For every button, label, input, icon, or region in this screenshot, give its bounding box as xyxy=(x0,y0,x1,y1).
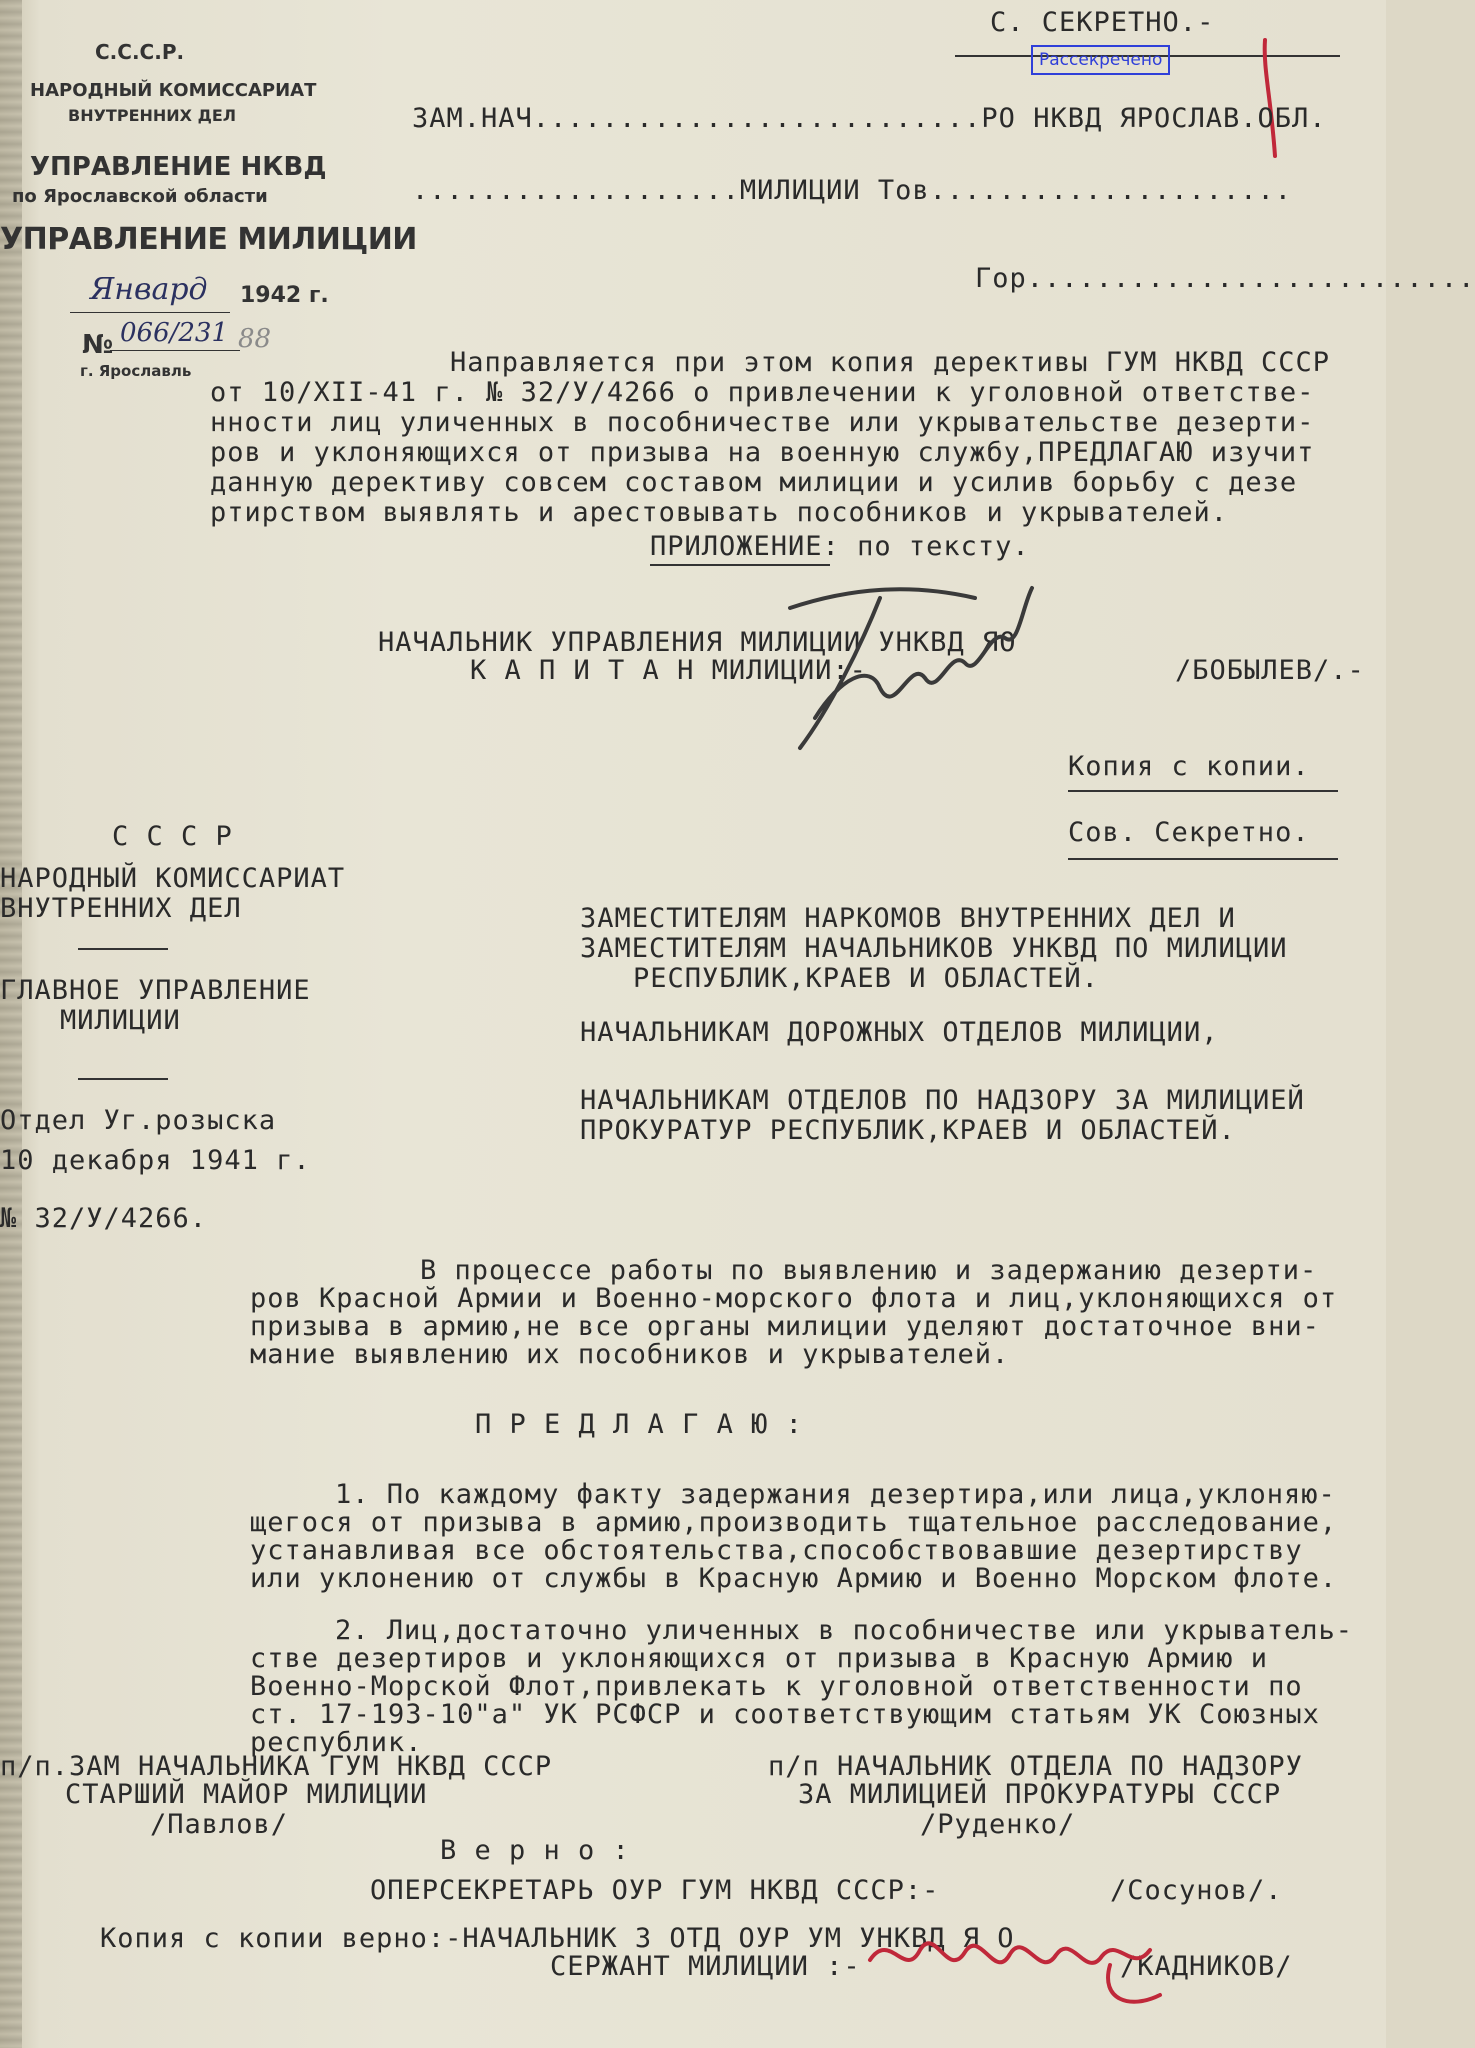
addressee-line-2: ...................МИЛИЦИИ Тов..................... xyxy=(412,175,1293,206)
cover-line-5: данную дерективу совсем составом милиции и усилив борьбу с дезе xyxy=(210,467,1298,498)
classification-mark: С. СЕКРЕТНО.- xyxy=(990,7,1215,38)
attachment-underline xyxy=(650,564,830,566)
issuer-number: № 32/У/4266. xyxy=(0,1203,208,1234)
handwritten-signature xyxy=(760,568,1040,758)
directive-heading: П Р Е Д Л А Г А Ю : xyxy=(475,1409,803,1440)
stamp-date-line xyxy=(70,312,230,313)
cover-line-3: нности лиц уличенных в пособничестве или укрывательстве дезерти- xyxy=(210,407,1315,438)
cover-line-4: ров и уклоняющихся от призыва на военную службу,ПРЕДЛАГАЮ изучит xyxy=(210,437,1315,468)
stamp-line-2: ВНУТРЕННИХ ДЕЛ xyxy=(68,106,237,125)
stamp-city: г. Ярославль xyxy=(80,362,192,380)
issuer-department: Отдел Уг.розыска xyxy=(0,1105,277,1136)
item1-line-4: или уклонению от службы в Красную Армию и Военно Морском флоте. xyxy=(250,1563,1338,1594)
recipient-3-line-2: ПРОКУРАТУР РЕСПУБЛИК,КРАЕВ И ОБЛАСТЕЙ. xyxy=(580,1115,1236,1146)
recipient-1-line-1: ЗАМЕСТИТЕЛЯМ НАРКОМОВ ВНУТРЕННИХ ДЕЛ И xyxy=(580,903,1236,934)
secrecy-mark: Сов. Секретно. xyxy=(1068,817,1310,848)
signer-name: /БОБЫЛЕВ/.- xyxy=(1175,655,1365,686)
cover-line-1: Направляется при этом копия дерективы ГУМ НКВД СССР xyxy=(450,347,1331,378)
recipient-2: НАЧАЛЬНИКАМ ДОРОЖНЫХ ОТДЕЛОВ МИЛИЦИИ, xyxy=(580,1017,1219,1048)
issuer-divider-1 xyxy=(78,948,168,950)
sig-right-line-2: ЗА МИЛИЦИЕЙ ПРОКУРАТУРЫ СССР xyxy=(798,1779,1282,1810)
stamp-line-5: УПРАВЛЕНИЕ МИЛИЦИИ xyxy=(0,222,417,257)
recipient-1-line-3: РЕСПУБЛИК,КРАЕВ И ОБЛАСТЕЙ. xyxy=(633,963,1099,994)
intro-line-2: ров Красной Армии и Военно-морского флота и лиц,уклоняющихся от xyxy=(250,1283,1338,1314)
recipient-1-line-2: ЗАМЕСТИТЕЛЯМ НАЧАЛЬНИКОВ УНКВД ПО МИЛИЦИИ xyxy=(580,933,1288,964)
copy-verified-line-2: СЕРЖАНТ МИЛИЦИИ :- xyxy=(550,1951,861,1982)
signer-title-1: НАЧАЛЬНИК УПРАВЛЕНИЯ МИЛИЦИИ УНКВД ЯО xyxy=(378,627,1017,658)
item1-line-3: устанавливая все обстоятельства,способствовавшие дезертирству xyxy=(250,1535,1303,1566)
oper-secretary-line: ОПЕРСЕКРЕТАРЬ ОУР ГУМ НКВД СССР:- xyxy=(370,1875,940,1906)
verno-label: В е р н о : xyxy=(440,1835,630,1866)
secrecy-underline xyxy=(1068,858,1338,860)
stamp-number-line xyxy=(110,350,240,351)
stamp-number-pencil: 88 xyxy=(238,324,272,354)
recipient-3-line-1: НАЧАЛЬНИКАМ ОТДЕЛОВ ПО НАДЗОРУ ЗА МИЛИЦИЕЙ xyxy=(580,1085,1305,1116)
stamp-year: 1942 г. xyxy=(240,283,329,308)
declassified-badge: Рассекречено xyxy=(1031,45,1170,75)
copy-verified-line-1: Копия с копии верно:-НАЧАЛЬНИК 3 ОТД ОУР УМ УНКВД Я О xyxy=(100,1923,1015,1954)
stamp-line-4: по Ярославской области xyxy=(12,186,268,207)
sig-left-line-2: СТАРШИЙ МАЙОР МИЛИЦИИ xyxy=(65,1779,428,1810)
sig-right-name: /Руденко/ xyxy=(920,1809,1076,1840)
item2-line-5: республик. xyxy=(250,1727,423,1758)
addressee-line-3: Гор.......................... xyxy=(975,263,1475,294)
sig-left-line-1: п/п.ЗАМ НАЧАЛЬНИКА ГУМ НКВД СССР xyxy=(0,1751,553,1782)
item1-line-2: щегося от призыва в армию,производить тщательное расследование, xyxy=(250,1507,1338,1538)
item2-line-3: Военно-Морской Флот,привлекать к уголовной ответственности по xyxy=(250,1671,1303,1702)
issuer-line-2: ВНУТРЕННИХ ДЕЛ xyxy=(0,893,242,924)
issuer-country: С С С Р xyxy=(112,821,233,852)
binding-edge xyxy=(0,0,22,2048)
copy-note: Копия с копии. xyxy=(1068,751,1310,782)
issuer-line-1: НАРОДНЫЙ КОМИССАРИАТ xyxy=(0,863,346,894)
item2-line-4: ст. 17-193-10"а" УК РСФСР и соответствующим статьям УК Союзных xyxy=(250,1699,1320,1730)
intro-line-4: мание выявлению их пособников и укрывателей. xyxy=(250,1339,1010,1370)
red-signature xyxy=(860,1910,1180,2020)
copy-note-underline xyxy=(1068,790,1338,792)
sig-right-line-1: п/п НАЧАЛЬНИК ОТДЕЛА ПО НАДЗОРУ xyxy=(768,1751,1303,1782)
stamp-number-handwritten: 066/231 xyxy=(120,318,229,348)
sig-left-name: /Павлов/ xyxy=(150,1809,289,1840)
issuer-line-3: ГЛАВНОЕ УПРАВЛЕНИЕ xyxy=(0,975,311,1006)
oper-secretary-name: /Сосунов/. xyxy=(1110,1875,1283,1906)
item1-line-1: 1. По каждому факту задержания дезертира,или лица,уклоняю- xyxy=(335,1479,1336,1510)
addressee-line-1: ЗАМ.НАЧ..........................РО НКВД ЯРОСЛАВ.ОБЛ. xyxy=(412,103,1327,134)
cover-line-6: ртирством выявлять и арестовывать пособников и укрывателей. xyxy=(210,497,1229,528)
intro-line-3: призыва в армию,не все органы милиции уделяют достаточное вни- xyxy=(250,1311,1320,1342)
issuer-divider-2 xyxy=(78,1078,168,1080)
stamp-line-1: НАРОДНЫЙ КОМИССАРИАТ xyxy=(30,80,317,101)
issuer-line-4: МИЛИЦИИ xyxy=(60,1005,181,1036)
red-pencil-mark xyxy=(1255,38,1285,158)
item2-line-2: стве дезертиров и уклоняющихся от призыва в Красную Армию и xyxy=(250,1643,1269,1674)
cover-line-2: от 10/XII-41 г. № 32/У/4266 о привлечении к уголовной ответстве- xyxy=(210,377,1315,408)
item2-line-1: 2. Лиц,достаточно уличенных в пособничестве или укрыватель- xyxy=(335,1615,1354,1646)
signer-title-2: К А П И Т А Н МИЛИЦИИ:- xyxy=(470,655,867,686)
intro-line-1: В процессе работы по выявлению и задержанию дезерти- xyxy=(420,1255,1318,1286)
stamp-month-handwritten: Январд xyxy=(90,272,208,307)
attachment-note: ПРИЛОЖЕНИЕ: по тексту. xyxy=(650,531,1030,562)
stamp-line-3: УПРАВЛЕНИЕ НКВД xyxy=(30,152,327,182)
stamp-number-prefix: № xyxy=(82,330,114,360)
copy-verified-name: /КАДНИКОВ/ xyxy=(1120,1951,1293,1982)
issuer-date: 10 декабря 1941 г. xyxy=(0,1145,311,1176)
stamp-country: С.С.С.Р. xyxy=(95,40,185,64)
